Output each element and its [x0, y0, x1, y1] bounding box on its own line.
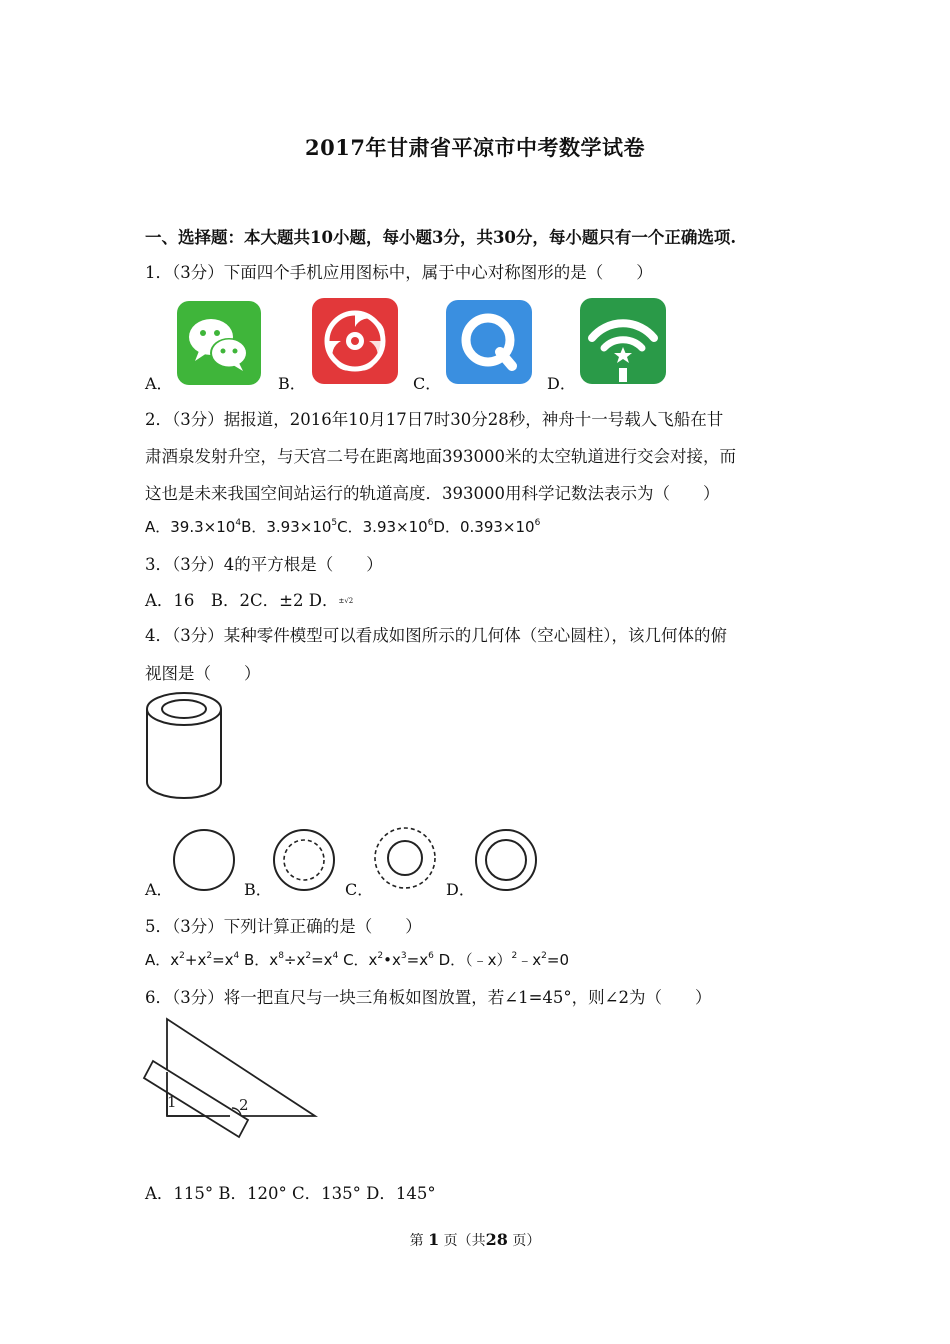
angle-2-label: 2 [239, 1096, 249, 1114]
angle-1-label: 1 [167, 1093, 177, 1111]
q5-sup: 4 [233, 951, 240, 961]
question-1-stem: 1．（3分）下面四个手机应用图标中，属于中心对称图形的是（ ） [145, 263, 653, 282]
footer-prefix: 第 [409, 1233, 424, 1249]
section-heading: 一、选择题：本大题共10小题，每小题3分，共30分，每小题只有一个正确选项. [145, 228, 737, 247]
q5-sup: 2 [541, 951, 547, 961]
q5-option-c: C．x [338, 951, 378, 969]
q5-sup: 3 [400, 951, 407, 961]
q2-option-a-exponent: 4 [235, 518, 242, 528]
q1-option-a-label: A． [145, 374, 173, 393]
q2-option-d-exponent: 6 [534, 518, 541, 528]
footer-middle: 页（共 [443, 1233, 486, 1249]
page-title: 2017年甘肃省平凉市中考数学试卷 [305, 135, 645, 160]
question-6-options: A．115° B．120° C．135° D．145° [145, 1184, 436, 1203]
ruler-triangle-figure [140, 1015, 325, 1145]
footer-suffix: 页） [512, 1233, 541, 1249]
q5-text: =x [311, 951, 333, 969]
q5-option-b: B．x [239, 951, 279, 969]
q5-sup: 2 [179, 951, 185, 961]
q4-option-c-figure [373, 826, 437, 890]
q4-option-b-label: B． [244, 880, 272, 899]
q5-option-d: D．（﹣x） [433, 951, 512, 969]
q2-option-b-exponent: 5 [331, 518, 338, 528]
search-q-icon [446, 300, 532, 384]
q5-sup: 2 [305, 951, 312, 961]
q2-option-c-exponent: 6 [427, 518, 434, 528]
weibo-swirl-icon [312, 298, 398, 384]
q3-options-text: A．16 B．2C．±2 D． [145, 591, 339, 610]
q5-text: =0 [546, 951, 569, 969]
q4-option-a-figure [172, 828, 236, 892]
q5-sup: 2 [377, 951, 384, 961]
q5-sup: 4 [332, 951, 339, 961]
q5-sup: 8 [278, 951, 284, 961]
question-4-line-2: 视图是（ ） [145, 664, 261, 683]
q5-sup: 6 [428, 951, 434, 961]
q5-text: ÷x [283, 951, 306, 969]
question-5-stem: 5．（3分）下列计算正确的是（ ） [145, 917, 422, 936]
q1-option-d-label: D． [547, 374, 576, 393]
q1-option-b-label: B． [278, 374, 306, 393]
question-2-line-1: 2．（3分）据报道，2016年10月17日7时30分28秒，神舟十一号载人飞船在甘 [145, 410, 724, 429]
question-3-stem: 3．（3分）4的平方根是（ ） [145, 555, 383, 574]
question-3-options [145, 587, 353, 611]
q4-option-d-label: D． [446, 880, 475, 899]
page-footer [0, 1230, 950, 1250]
q3-option-d-tiny: ±√2 [338, 597, 354, 605]
wifi-star-icon [580, 298, 666, 384]
question-4-line-1: 4．（3分）某种零件模型可以看成如图所示的几何体（空心圆柱），该几何体的俯 [145, 626, 727, 645]
q5-sup: 2 [206, 951, 213, 961]
question-2-options [145, 516, 540, 537]
hollow-cylinder-figure [143, 690, 225, 800]
footer-total-pages: 28 [485, 1230, 508, 1249]
q2-option-c: C．3.93×10 [337, 518, 428, 536]
q5-text: +x [184, 951, 207, 969]
question-5-options [145, 949, 569, 970]
q5-text: ﹣x [517, 951, 542, 969]
q4-option-a-label: A． [145, 880, 173, 899]
q2-option-a: A．39.3×10 [145, 518, 236, 536]
q4-option-c-label: C． [345, 880, 374, 899]
footer-page-number: 1 [428, 1230, 440, 1249]
q5-text: =x [212, 951, 234, 969]
wechat-icon [177, 301, 261, 385]
q2-option-d: D．0.393×10 [433, 518, 535, 536]
question-6-stem: 6．（3分）将一把直尺与一块三角板如图放置，若∠1=45°，则∠2为（ ） [145, 988, 712, 1007]
q1-option-c-label: C． [413, 374, 442, 393]
question-2-line-3: 这也是未来我国空间站运行的轨道高度．393000用科学记数法表示为（ ） [145, 484, 720, 503]
q4-option-d-figure [474, 828, 538, 892]
q5-text: =x [406, 951, 429, 969]
q5-text: •x [383, 951, 401, 969]
q5-option-a: A．x [145, 951, 180, 969]
q4-option-b-figure [272, 828, 336, 892]
q2-option-b: B．3.93×10 [241, 518, 332, 536]
question-2-line-2: 肃酒泉发射升空，与天宫二号在距离地面393000米的太空轨道进行交会对接，而 [145, 447, 736, 466]
q5-sup: 2 [511, 951, 518, 961]
